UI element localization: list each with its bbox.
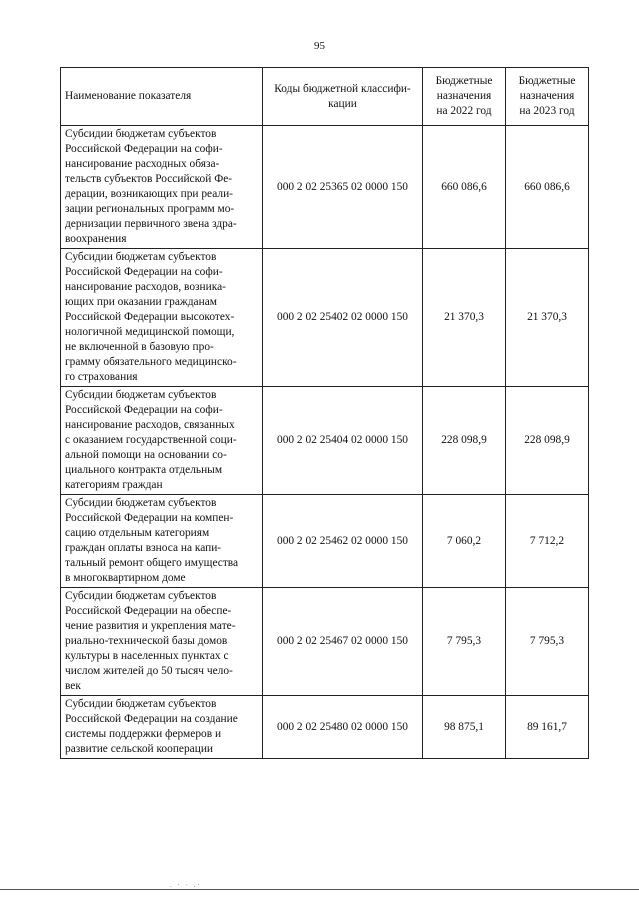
row-name: Субсидии бюджетам субъектов Российской Федерации на софи- нансирование расходов, связанных с оказанием государственной соци- альной помощи на основании со- циального контракта отдельным категориям граждан [61, 387, 263, 495]
row-value-2022: 7 060,2 [423, 495, 506, 588]
row-code: 000 2 02 25365 02 0000 150 [263, 126, 423, 249]
row-value-2023: 7 712,2 [506, 495, 589, 588]
row-value-2022: 7 795,3 [423, 588, 506, 696]
row-name: Субсидии бюджетам субъектов Российской Федерации на компен- сацию отдельным категориям граждан оплаты взноса на капи- тальный ремонт общего имущества в многоквартирном доме [61, 495, 263, 588]
row-value-2023: 7 795,3 [506, 588, 589, 696]
table-row [61, 387, 589, 495]
scan-artifact: . · · .· [170, 881, 202, 889]
table-row [61, 249, 589, 387]
row-value-2023: 228 098,9 [506, 387, 589, 495]
table-row [61, 696, 589, 759]
row-code: 000 2 02 25462 02 0000 150 [263, 495, 423, 588]
row-code: 000 2 02 25402 02 0000 150 [263, 249, 423, 387]
table-header-row [61, 68, 589, 126]
header-2023: Бюджетные назначения на 2023 год [506, 68, 589, 126]
row-code: 000 2 02 25404 02 0000 150 [263, 387, 423, 495]
page-number: 95 [314, 40, 325, 52]
table-row [61, 126, 589, 249]
row-name: Субсидии бюджетам субъектов Российской Федерации на софи- нансирование расходов, возника- ющих при оказании гражданам Российской Федерации высокотех- нологичной медицинской помощи, не включенной в базовую про- грамму обязательного медицинско- го страхования [61, 249, 263, 387]
row-value-2023: 21 370,3 [506, 249, 589, 387]
row-value-2023: 660 086,6 [506, 126, 589, 249]
budget-table [60, 67, 589, 759]
row-code: 000 2 02 25480 02 0000 150 [263, 696, 423, 759]
row-value-2022: 21 370,3 [423, 249, 506, 387]
row-code: 000 2 02 25467 02 0000 150 [263, 588, 423, 696]
row-value-2022: 98 875,1 [423, 696, 506, 759]
row-name: Субсидии бюджетам субъектов Российской Федерации на софи- нансирование расходных обяза- тельств субъектов Российской Фе- дерации, возникающих при реали- зации региональных программ мо- дернизации первичного звена здра- воохранения [61, 126, 263, 249]
row-value-2023: 89 161,7 [506, 696, 589, 759]
header-2022: Бюджетные назначения на 2022 год [423, 68, 506, 126]
page-bottom-edge [0, 889, 639, 890]
row-name: Субсидии бюджетам субъектов Российской Федерации на создание системы поддержки фермеров и развитие сельской кооперации [61, 696, 263, 759]
row-name: Субсидии бюджетам субъектов Российской Федерации на обеспе- чение развития и укрепления мате- риально-технической базы домов культуры в населенных пунктах с числом жителей до 50 тысяч чело- век [61, 588, 263, 696]
header-code: Коды бюджетной классифи- кации [263, 68, 423, 126]
header-name: Наименование показателя [61, 68, 263, 126]
row-value-2022: 660 086,6 [423, 126, 506, 249]
row-value-2022: 228 098,9 [423, 387, 506, 495]
table-row [61, 495, 589, 588]
table-row [61, 588, 589, 696]
